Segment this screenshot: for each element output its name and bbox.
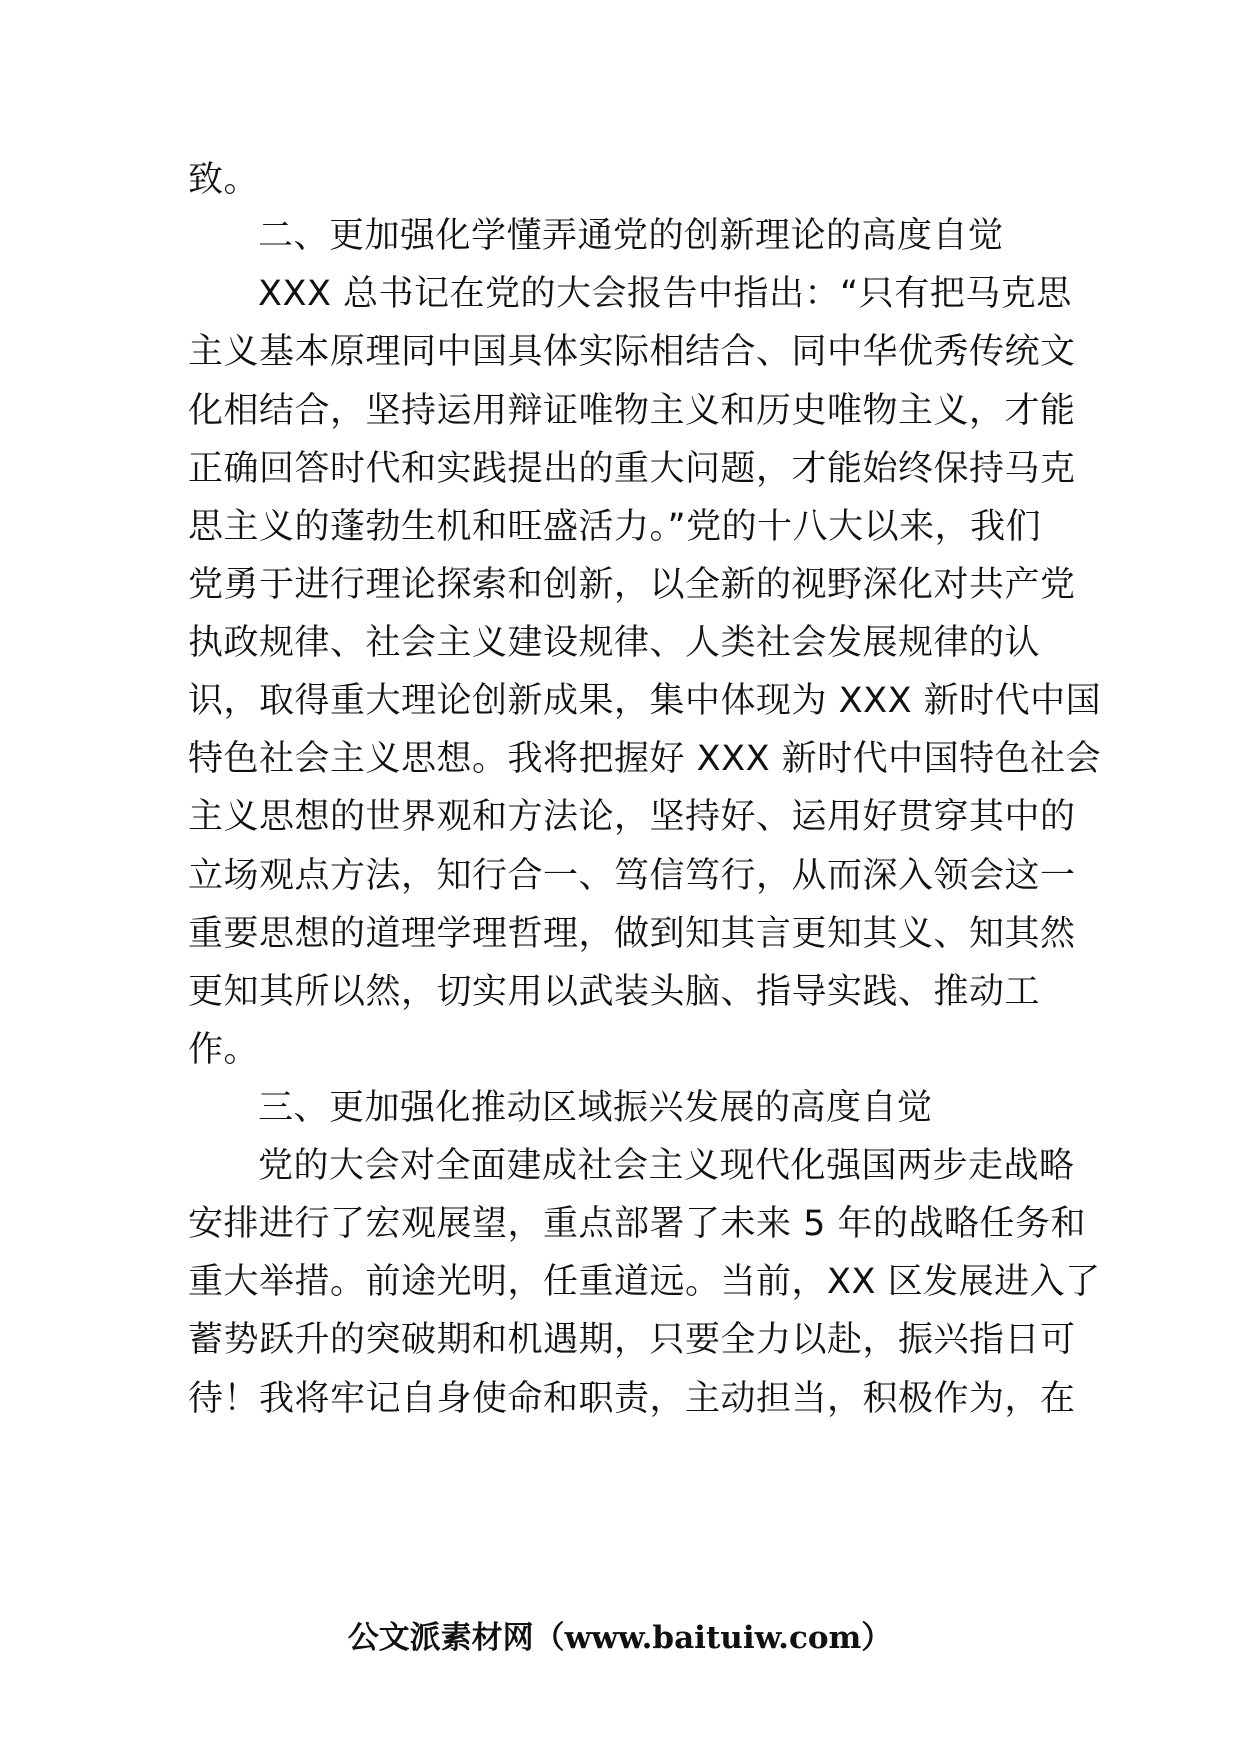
- section-heading: 三、更加强化推动区域振兴发展的高度自觉: [258, 1088, 933, 1128]
- text-line: 致。: [188, 160, 260, 200]
- text-line: 立场观点方法，知行合一、笃信笃行，从而深入领会这一: [188, 856, 1076, 896]
- text-line: 特色社会主义思想。我将把握好 XXX 新时代中国特色社会: [188, 739, 1102, 779]
- text-line: 党的大会对全面建成社会主义现代化强国两步走战略: [258, 1146, 1075, 1186]
- text-line: 主义基本原理同中国具体实际相结合、同中华优秀传统文: [188, 332, 1076, 372]
- text-line: 正确回答时代和实践提出的重大问题，才能始终保持马克: [188, 449, 1076, 489]
- text-line: 待！我将牢记自身使命和职责，主动担当，积极作为，在: [188, 1379, 1076, 1419]
- text-line: 蓄势跃升的突破期和机遇期，只要全力以赴，振兴指日可: [188, 1320, 1076, 1360]
- section-heading: 二、更加强化学懂弄通党的创新理论的高度自觉: [258, 216, 1004, 256]
- text-line: 重要思想的道理学理哲理，做到知其言更知其义、知其然: [188, 914, 1076, 954]
- text-line: 主义思想的世界观和方法论，坚持好、运用好贯穿其中的: [188, 797, 1076, 837]
- text-line: 思主义的蓬勃生机和旺盛活力。”党的十八大以来，我们: [188, 507, 1042, 547]
- text-line: 安排进行了宏观展望，重点部署了未来 5 年的战略任务和: [188, 1204, 1087, 1244]
- footer-watermark: 公文派素材网（www.baituiw.com）: [347, 1620, 893, 1656]
- text-line: 更知其所以然，切实用以武装头脑、指导实践、推动工: [188, 972, 1041, 1012]
- text-line: 党勇于进行理论探索和创新，以全新的视野深化对共产党: [188, 565, 1076, 605]
- text-line: 重大举措。前途光明，任重道远。当前，XX 区发展进入了: [188, 1262, 1101, 1302]
- text-line: 识，取得重大理论创新成果，集中体现为 XXX 新时代中国: [188, 681, 1102, 721]
- text-line: 执政规律、社会主义建设规律、人类社会发展规律的认: [188, 623, 1041, 663]
- text-line: 作。: [188, 1030, 260, 1070]
- text-line: XXX 总书记在党的大会报告中指出：“只有把马克思: [258, 274, 1072, 314]
- text-line: 化相结合，坚持运用辩证唯物主义和历史唯物主义，才能: [188, 391, 1076, 431]
